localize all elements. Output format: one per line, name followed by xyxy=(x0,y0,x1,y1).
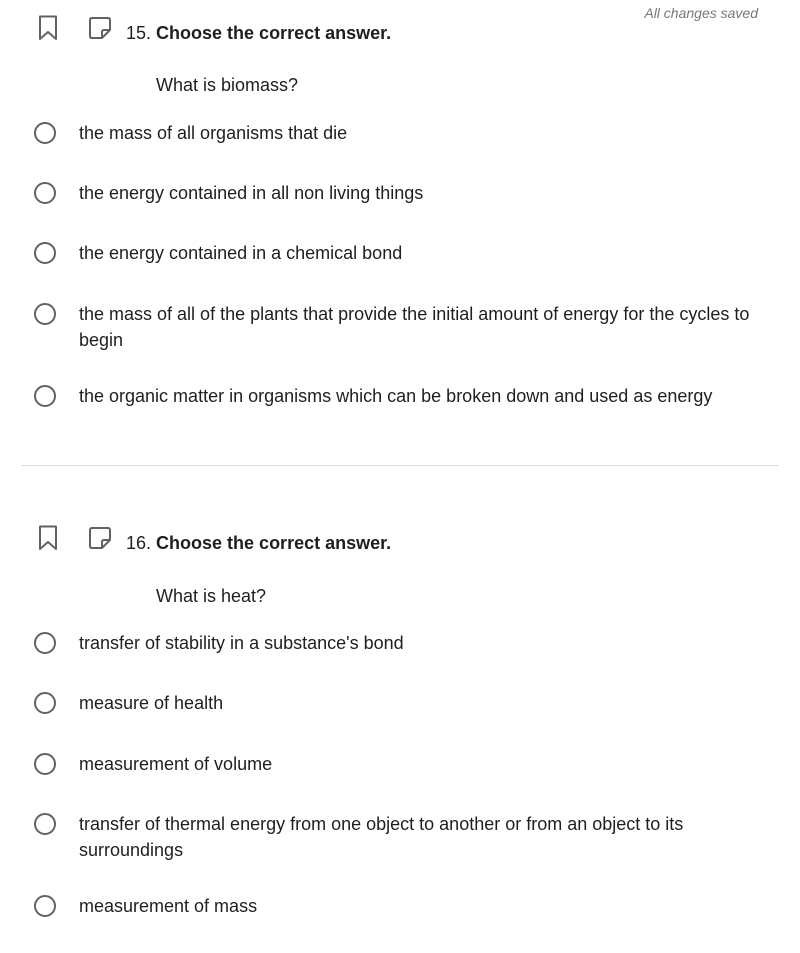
answer-option-text: the energy contained in all non living things xyxy=(79,183,424,203)
answer-option-text: measurement of volume xyxy=(79,754,273,774)
radio-unchecked-icon[interactable] xyxy=(34,753,56,775)
question-title xyxy=(126,532,391,554)
answer-option-text: the mass of all of the plants that provide the initial amount of energy for the cycles to begin xyxy=(79,304,750,350)
question-number: 16. xyxy=(126,533,152,553)
radio-unchecked-icon[interactable] xyxy=(34,813,56,835)
radio-unchecked-icon[interactable] xyxy=(34,182,56,204)
note-icon xyxy=(88,526,112,550)
radio-unchecked-icon[interactable] xyxy=(34,692,56,714)
question-prompt: What is biomass? xyxy=(156,75,299,95)
answer-option-text: the mass of all organisms that die xyxy=(79,123,348,143)
radio-unchecked-icon[interactable] xyxy=(34,895,56,917)
bookmark-button[interactable] xyxy=(36,14,60,42)
radio-unchecked-icon[interactable] xyxy=(34,303,56,325)
saved-status: All changes saved xyxy=(644,5,758,21)
bookmark-icon xyxy=(38,525,58,551)
question-header xyxy=(36,524,776,560)
note-button[interactable] xyxy=(88,14,112,42)
answer-option-text: the organic matter in organisms which can be broken down and used as energy xyxy=(79,386,713,406)
radio-unchecked-icon[interactable] xyxy=(34,385,56,407)
bookmark-icon xyxy=(38,15,58,41)
answer-option-text: transfer of stability in a substance's bond xyxy=(79,633,404,653)
question-header xyxy=(36,14,776,50)
question-prompt: What is heat? xyxy=(156,586,267,606)
radio-unchecked-icon[interactable] xyxy=(34,632,56,654)
answer-option-text: transfer of thermal energy from one object to another or from an object to its surroundings xyxy=(79,814,684,860)
question-divider xyxy=(21,465,779,466)
answer-option-text: measurement of mass xyxy=(79,896,258,916)
note-button[interactable] xyxy=(88,524,112,552)
question-instruction: Choose the correct answer. xyxy=(156,533,392,553)
question-title xyxy=(126,22,391,44)
question-number: 15. xyxy=(126,23,152,43)
bookmark-button[interactable] xyxy=(36,524,60,552)
radio-unchecked-icon[interactable] xyxy=(34,242,56,264)
answer-option-text: the energy contained in a chemical bond xyxy=(79,243,403,263)
radio-unchecked-icon[interactable] xyxy=(34,122,56,144)
note-icon xyxy=(88,16,112,40)
question-instruction: Choose the correct answer. xyxy=(156,23,392,43)
answer-option-text: measure of health xyxy=(79,693,224,713)
